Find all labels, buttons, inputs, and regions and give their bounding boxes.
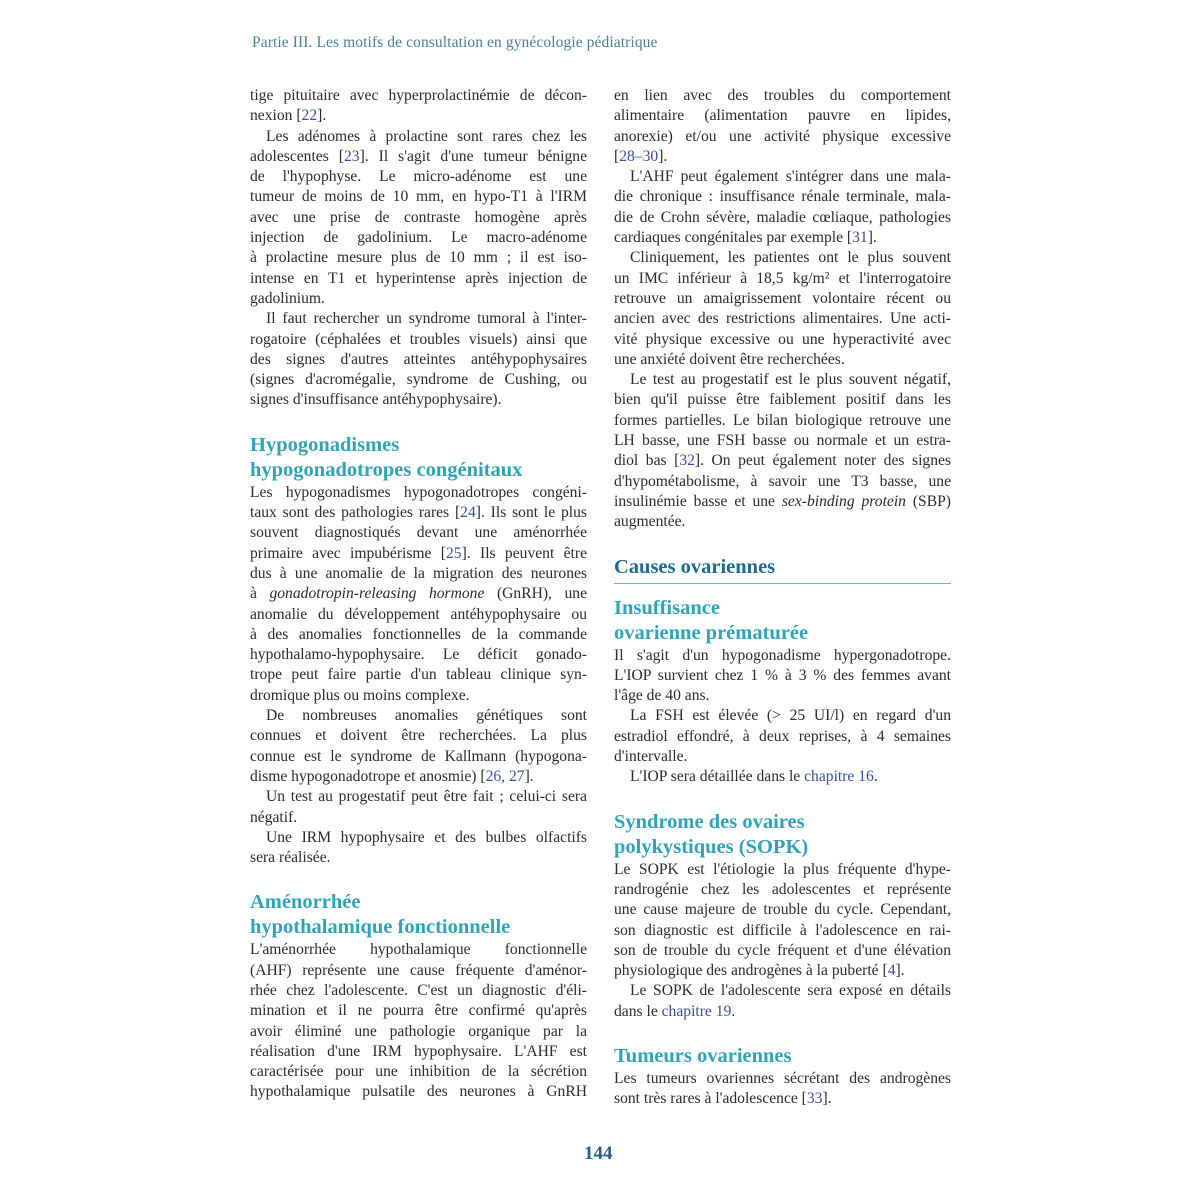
text-line: gadolinium. [250, 289, 325, 307]
text-line: caractérisée pour une inhibition de la sécrétion [250, 1063, 587, 1081]
text-line: sera réalisée. [250, 849, 331, 867]
page-number: 144 [584, 1143, 613, 1164]
text-line: avoir éliminé une pathologie organique par la [250, 1022, 587, 1040]
paragraph [614, 860, 951, 982]
subsection-heading [614, 1044, 951, 1069]
text-line: (AHF) représente une cause fréquente d'aménor- [250, 961, 587, 979]
text-line: anomalie du développement antéhypophysaire ou [250, 605, 587, 623]
text-line: tige pituitaire avec hyperprolactinémie de décon- [250, 87, 587, 104]
text-line: ancien avec des restrictions alimentaires. Une acti- [614, 310, 951, 328]
reference-link[interactable]: 24 [460, 504, 476, 522]
paragraph [614, 167, 951, 248]
heading-line: Aménorrhée [250, 891, 361, 914]
text-line: mination et il ne pourra être confirmé qu'après [250, 1002, 587, 1020]
text-line: insulinémie basse et une sex-binding protein (SBP) [614, 492, 951, 510]
text-line: connue est le syndrome de Kallmann (hypogona- [250, 747, 587, 765]
text-line: trope peut faire partie d'un tableau clinique syn- [250, 666, 587, 684]
text-line: Une IRM hypophysaire et des bulbes olfactifs [266, 828, 587, 846]
reference-link[interactable]: 23 [343, 147, 360, 165]
spacer [614, 1022, 951, 1044]
paragraph [250, 828, 587, 869]
paragraph [614, 86, 951, 167]
text-line: dans le chapitre 19. [614, 1002, 736, 1020]
heading-line: Syndrome des ovaires [614, 810, 805, 833]
text-line: randrogénie chez les adolescentes et représente [614, 880, 951, 898]
text-line: Un test au progestatif peut être fait ; celui-ci sera [266, 788, 587, 806]
text-line: vité physique excessive ou une hyperactivité avec [614, 330, 951, 348]
reference-link[interactable]: 31 [852, 229, 868, 247]
text-line: dus à une anomalie de la migration des neurones [250, 564, 587, 582]
text-line: des signes d'autres atteintes antéhypophysaires [250, 350, 587, 368]
text-line: Il s'agit d'un hypogonadisme hypergonadotrope. [614, 646, 951, 664]
paragraph [614, 981, 951, 1022]
left-column [250, 86, 587, 1103]
reference-link[interactable]: 25 [445, 544, 462, 562]
text-line: Les tumeurs ovariennes sécrétant des androgènes [614, 1069, 951, 1087]
text-line: Les hypogonadismes hypogonadotropes congéni- [250, 483, 587, 501]
text-line: à gonadotropin-releasing hormone (GnRH), une [250, 585, 587, 603]
spacer [614, 584, 951, 596]
text-line: Cliniquement, les patientes ont le plus souvent [630, 249, 951, 267]
text-line: Le test au progestatif est le plus souvent négatif, [630, 371, 951, 389]
subsection-heading [614, 810, 951, 860]
text-line: cardiaques congénitales par exemple [31]. [614, 229, 877, 247]
text-line: disme hypogonadotrope et anosmie) [26, 27]. [250, 767, 534, 785]
heading-line: hypothalamique fonctionnelle [250, 916, 511, 939]
text-line: rhée chez l'adolescente. C'est un diagnostic d'éli- [250, 981, 587, 999]
text-line: intense en T1 et hyperintense après injection de [250, 269, 587, 287]
text-line: anorexie) et/ou une activité physique excessive [614, 127, 951, 145]
text-line: L'IOP survient chez 1 % à 3 % des femmes avant [614, 666, 951, 684]
text-line: De nombreuses anomalies génétiques sont [266, 707, 587, 725]
chapter-link[interactable]: chapitre 16 [804, 768, 874, 786]
text-line: formes partielles. Le bilan biologique retrouve une [614, 411, 951, 429]
text-line: souvent diagnostiqués devant une aménorrhée [250, 524, 587, 542]
paragraph [250, 706, 587, 787]
text-line: à des anomalies fonctionnelles de la commande [250, 625, 587, 643]
text-line: die de Crohn sévère, maladie cœliaque, pathologies [614, 208, 951, 226]
text-line: Le SOPK de l'adolescente sera exposé en détails [630, 982, 951, 1000]
heading-line: Tumeurs ovariennes [614, 1044, 792, 1067]
subsection-heading [614, 596, 951, 646]
reference-link[interactable]: 32 [679, 452, 695, 470]
section-heading [614, 555, 951, 584]
subsection-heading [250, 890, 587, 940]
text-line: taux sont des pathologies rares [24]. Ils sont le plus [250, 504, 587, 522]
text-line: sont très rares à l'adolescence [33]. [614, 1090, 832, 1108]
text-line: connues et doivent être recherchées. La plus [250, 727, 587, 745]
subsection-heading [250, 433, 587, 483]
reference-link[interactable]: 22 [301, 107, 318, 125]
chapter-link[interactable]: chapitre 19 [661, 1002, 732, 1020]
text-line: dromique plus ou moins complexe. [250, 686, 470, 704]
text-line: en lien avec des troubles du comportement [614, 87, 951, 104]
paragraph [250, 86, 587, 127]
text-line: primaire avec impubérisme [25]. Ils peuvent être [250, 544, 587, 562]
text-line: tumeur de moins de 10 mm, en hypo-T1 à l'IRM [250, 188, 587, 206]
text-line: L'aménorrhée hypothalamique fonctionnelle [250, 941, 587, 959]
text-line: d'intervalle. [614, 748, 688, 766]
paragraph [250, 483, 587, 706]
paragraph [614, 370, 951, 532]
italic-term: sex-binding protein [781, 492, 906, 510]
paragraph [614, 646, 951, 707]
right-column [614, 86, 951, 1110]
heading-line: Hypogonadismes [250, 433, 400, 456]
paragraph [614, 248, 951, 370]
text-line: hypothalamique pulsatile des neurones à GnRH [250, 1083, 587, 1101]
italic-term: gonadotropin-releasing hormone [269, 585, 485, 603]
text-line: alimentaire (alimentation pauvre en lipides, [614, 107, 951, 125]
text-line: Les adénomes à prolactine sont rares chez les [266, 127, 587, 145]
text-line: avec une prise de contraste homogène après [250, 208, 587, 226]
text-line: LH basse, une FSH basse ou normale et un estra- [614, 432, 951, 450]
text-line: bien qu'il puisse être faiblement positif dans les [614, 391, 951, 409]
spacer [250, 411, 587, 433]
text-line: injection de gadolinium. Le macro-adénome [250, 229, 587, 247]
text-line: à prolactine mesure plus de 10 mm ; il est iso- [250, 249, 587, 267]
reference-link[interactable]: 4 [887, 962, 896, 980]
heading-line: Insuffisance [614, 596, 720, 619]
text-line: signes d'insuffisance antéhypophysaire). [250, 391, 502, 409]
text-line: Il faut rechercher un syndrome tumoral à l'inter- [266, 310, 587, 328]
text-line: L'AHF peut également s'intégrer dans une mala- [630, 168, 951, 186]
spacer [614, 533, 951, 555]
text-line: L'IOP sera détaillée dans le chapitre 16. [630, 768, 878, 786]
text-line: de l'hypophyse. Le micro-adénome est une [250, 168, 587, 186]
reference-link[interactable]: 28–30 [619, 147, 659, 165]
text-line: [28–30]. [614, 147, 668, 165]
text-line: die chronique : insuffisance rénale terminale, mala- [614, 188, 951, 206]
text-line: rogatoire (céphalées et troubles visuels) ainsi que [250, 330, 587, 348]
running-head: Partie III. Les motifs de consultation en gynécologie pédiatrique [252, 34, 658, 51]
spacer [614, 788, 951, 810]
text-line: nexion [22]. [250, 107, 327, 125]
text-line: son de trouble du cycle fréquent et d'une élévation [614, 941, 951, 959]
text-line: retrouve un amaigrissement volontaire récent ou [614, 289, 951, 307]
heading-line: ovarienne prématurée [614, 621, 809, 644]
text-line: une cause majeure de trouble du cycle. Cependant, [614, 901, 951, 919]
paragraph [614, 1069, 951, 1110]
paragraph [250, 127, 587, 310]
text-line: son diagnostic est difficile à l'adolescence en rai- [614, 921, 951, 939]
paragraph [614, 767, 951, 787]
text-line: (signes d'acromégalie, syndrome de Cushing, ou [250, 371, 587, 389]
text-line: négatif. [250, 808, 298, 826]
text-line: l'âge de 40 ans. [614, 687, 710, 705]
text-line: estradiol effondré, à deux reprises, à 4 semaines [614, 727, 951, 745]
spacer [250, 868, 587, 890]
reference-link[interactable]: 26, 27 [485, 767, 525, 785]
text-line: La FSH est élevée (> 25 UI/l) en regard d'un [630, 707, 951, 725]
text-line: réalisation d'une IRM hypophysaire. L'AHF est [250, 1042, 587, 1060]
text-line: adolescentes [23]. Il s'agit d'une tumeur bénigne [250, 147, 588, 165]
paragraph [250, 309, 587, 410]
text-line: diol bas [32]. On peut également noter des signes [614, 452, 951, 470]
text-line: une anxiété doivent être recherchées. [614, 350, 845, 368]
reference-link[interactable]: 33 [806, 1090, 823, 1108]
paragraph [614, 706, 951, 767]
heading-line: hypogonadotropes congénitaux [250, 458, 523, 481]
text-line: augmentée. [614, 513, 686, 531]
paragraph [250, 940, 587, 1102]
text-line: un IMC inférieur à 18,5 kg/m² et l'interrogatoire [614, 269, 951, 287]
text-line: d'hypométabolisme, à savoir une T3 basse, une [614, 472, 951, 490]
heading-line: polykystiques (SOPK) [614, 835, 809, 858]
paragraph [250, 787, 587, 828]
heading-line: Causes ovariennes [614, 555, 776, 578]
text-line: physiologique des androgènes à la puberté [4]. [614, 962, 905, 980]
text-line: hypothalamo-hypophysaire. Le déficit gonado- [250, 646, 587, 664]
text-line: Le SOPK est l'étiologie la plus fréquente d'hype- [614, 860, 951, 878]
